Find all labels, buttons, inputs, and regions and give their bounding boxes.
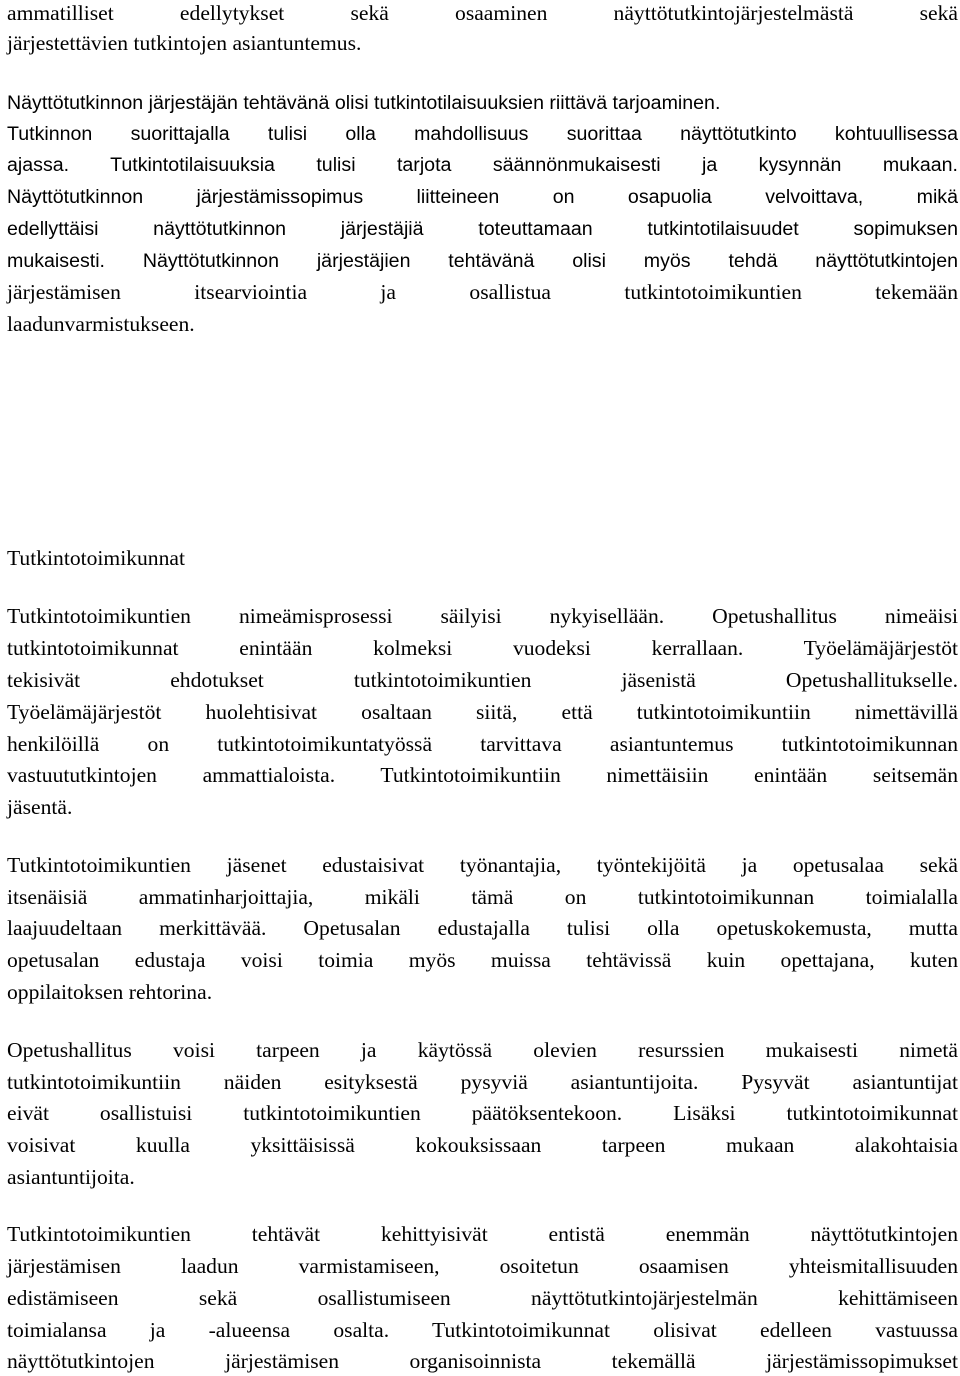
text-line: henkilöillä on tutkintotoimikuntatyössä tarvittava asiantuntemus tutkintotoimikunnan	[7, 732, 958, 756]
text-line: näyttötutkintojen järjestämisen organisoinnista tekemällä järjestämissopimukset	[7, 1349, 958, 1373]
section-heading: Tutkintotoimikunnat	[7, 546, 185, 570]
text-line: Tutkintotoimikuntien jäsenet edustaisivat työnantajia, työntekijöitä ja opetusalaa sekä	[7, 853, 958, 877]
text-line: Näyttötutkinnon järjestäjän tehtävänä olisi tutkintotilaisuuksien riittävä tarjoaminen.	[7, 92, 721, 114]
text-line: laadunvarmistukseen.	[7, 312, 195, 336]
text-line: Opetushallitus voisi tarpeen ja käytössä olevien resurssien mukaisesti nimetä	[7, 1038, 958, 1062]
text-line: järjestämisen laadun varmistamiseen, osoitetun osaamisen yhteismitallisuuden	[7, 1254, 958, 1278]
text-line: ajassa. Tutkintotilaisuuksia tulisi tarjota säännönmukaisesti ja kysynnän mukaan.	[7, 154, 958, 176]
text-line: järjestämisen itsearviointia ja osallistua tutkintotoimikuntien tekemään	[7, 280, 958, 304]
text-line: ammatilliset edellytykset sekä osaaminen näyttötutkintojärjestelmästä sekä	[7, 1, 958, 25]
text-line: asiantuntijoita.	[7, 1165, 135, 1189]
text-line: vastuututkintojen ammattialoista. Tutkintotoimikuntiin nimettäisiin enintään seitsemän	[7, 763, 958, 787]
text-line: Näyttötutkinnon järjestämissopimus liitteineen on osapuolia velvoittava, mikä	[7, 186, 958, 208]
text-line: tutkintotoimikunnat enintään kolmeksi vuodeksi kerrallaan. Työelämäjärjestöt	[7, 636, 958, 660]
text-line: jäsentä.	[7, 795, 73, 819]
text-line: opetusalan edustaja voisi toimia myös muissa tehtävissä kuin opettajana, kuten	[7, 948, 958, 972]
text-line: tekisivät ehdotukset tutkintotoimikuntien jäsenistä Opetushallitukselle.	[7, 668, 958, 692]
text-line: edistämiseen sekä osallistumiseen näyttötutkintojärjestelmän kehittämiseen	[7, 1286, 958, 1310]
text-line: tutkintotoimikuntiin näiden esityksestä pysyviä asiantuntijoita. Pysyvät asiantuntijat	[7, 1070, 958, 1094]
text-line: eivät osallistuisi tutkintotoimikuntien päätöksentekoon. Lisäksi tutkintotoimikunnat	[7, 1101, 958, 1125]
text-line: edellyttäisi näyttötutkinnon järjestäjiä toteuttamaan tutkintotilaisuudet sopimuksen	[7, 218, 958, 240]
text-line: itsenäisiä ammatinharjoittajia, mikäli tämä on tutkintotoimikunnan toimialalla	[7, 885, 958, 909]
text-line: Työelämäjärjestöt huolehtisivat osaltaan siitä, että tutkintotoimikuntiin nimettävillä	[7, 700, 958, 724]
text-line: mukaisesti. Näyttötutkinnon järjestäjien tehtävänä olisi myös tehdä näyttötutkintojen	[7, 250, 958, 272]
text-line: laajuudeltaan merkittävää. Opetusalan edustajalla tulisi olla opetuskokemusta, mutta	[7, 916, 958, 940]
text-line: voisivat kuulla yksittäisissä kokouksissaan tarpeen mukaan alakohtaisia	[7, 1133, 958, 1157]
text-line: Tutkintotoimikuntien tehtävät kehittyisivät entistä enemmän näyttötutkintojen	[7, 1222, 958, 1246]
text-line: Tutkinnon suorittajalla tulisi olla mahdollisuus suorittaa näyttötutkinto kohtuullisessa	[7, 123, 958, 145]
text-line: Tutkintotoimikuntien nimeämisprosessi säilyisi nykyisellään. Opetushallitus nimeäisi	[7, 604, 958, 628]
text-line: toimialansa ja -alueensa osalta. Tutkintotoimikunnat olisivat edelleen vastuussa	[7, 1318, 958, 1342]
text-line: järjestettävien tutkintojen asiantuntemus.	[7, 31, 362, 55]
text-line: oppilaitoksen rehtorina.	[7, 980, 213, 1004]
